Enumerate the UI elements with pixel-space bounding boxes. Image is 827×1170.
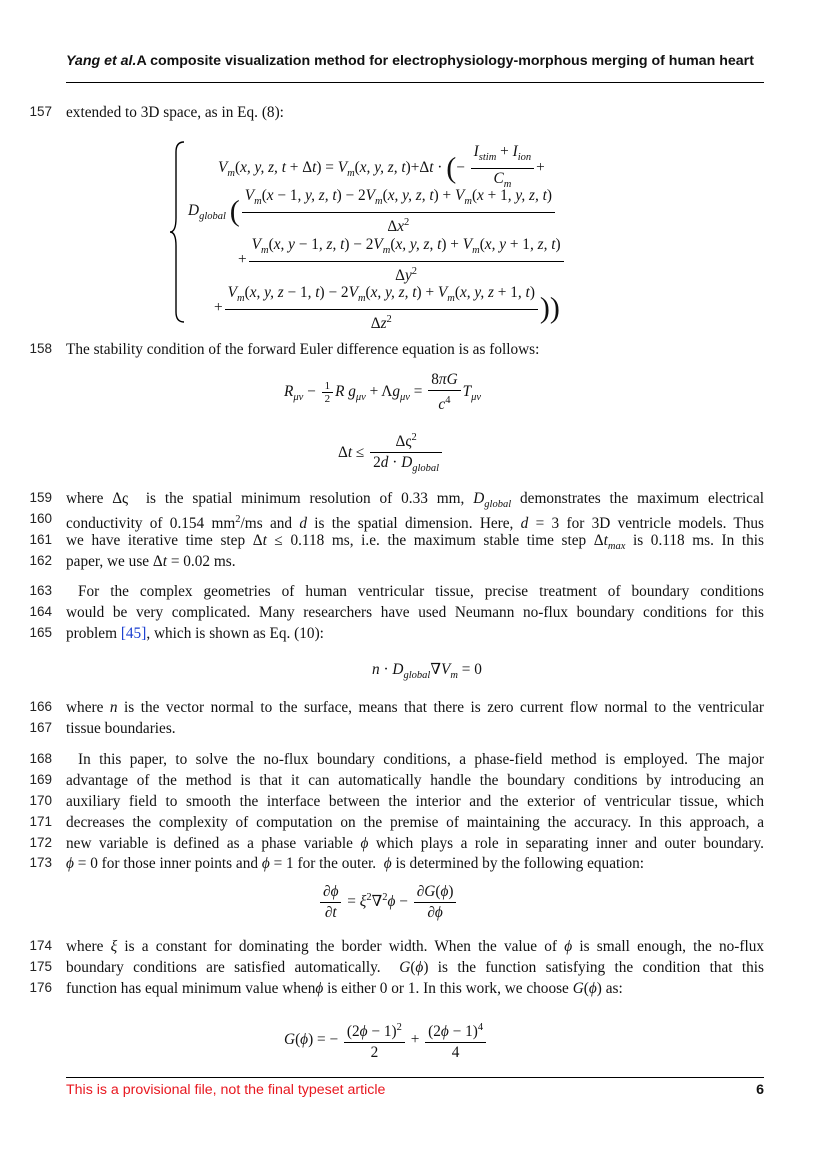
equation-boundary: $n \cdot D_{global}\nabla V_m = 0$ (372, 661, 482, 682)
equation-line-3: + $\frac{V_m(x, y - 1, z, t) - 2V_m(x, y, z, t) + V_m(x, y + 1, z, t)}{\Delta y^2}$ (238, 235, 566, 286)
line-number: 171 (29, 814, 52, 829)
line-number: 161 (29, 532, 52, 547)
line-number: 176 (29, 980, 52, 995)
line-number: 163 (29, 583, 52, 598)
line-number: 174 (29, 938, 52, 953)
header-authors: Yang et al. (66, 53, 137, 69)
text-line: paper, we use Δt = 0.02 ms. (66, 553, 236, 570)
equation-stability: Δt ≤ $\frac{\Delta\varsigma^2}{2d \cdot D_{global}}$ (338, 428, 444, 479)
text-line: we have iterative time step Δt ≤ 0.118 ms, i.e. the maximum stable time step $\Delta t_{max}$ is 0.118 ms. In this (66, 532, 765, 553)
text-line: auxiliary field to smooth the interface between the interior and the exterior of ventricular tissue, which (66, 793, 764, 810)
text-line: In this paper, to solve the no-flux boundary conditions, a phase-field method is employed. The major (78, 751, 764, 768)
line-number: 166 (29, 699, 52, 714)
text-line: boundary conditions are satisfied automatically. G(ϕ) is the function satisfying the condition that this (66, 959, 764, 976)
line-number: 173 (29, 855, 52, 870)
text-line: where ξ is a constant for dominating the border width. When the value of ϕ is small enough, the no-flux (66, 938, 765, 955)
line-number: 157 (29, 104, 52, 119)
provisional-note: This is a provisional file, not the final typeset article (66, 1082, 386, 1098)
line-number: 175 (29, 959, 52, 974)
line-number: 167 (29, 720, 52, 735)
citation-link[interactable]: [45] (120, 625, 147, 642)
text-line: For the complex geometries of human ventricular tissue, precise treatment of boundary conditions (78, 583, 764, 600)
header-title: A composite visualization method for electrophysiology-morphous merging of human heart (136, 53, 754, 69)
text-line: decreases the complexity of computation on the premise of maintaining the accuracy. In this approach, a (66, 814, 764, 831)
text-line: problem [45], which is shown as Eq. (10): (66, 625, 324, 642)
equation-line-4: + $\frac{V_m(x, y, z - 1, t) - 2V_m(x, y, z, t) + V_m(x, y, z + 1, t)}{\Delta z^2}$ )) (214, 284, 560, 333)
text-line: extended to 3D space, as in Eq. (8): (66, 104, 284, 121)
footer-rule (66, 1077, 764, 1078)
text-line: tissue boundaries. (66, 720, 176, 737)
text-line: where Δς is the spatial minimum resolution of 0.33 mm, $D_{global}$ demonstrates the maximum electrical (66, 490, 765, 511)
text-line: new variable is defined as a phase variable ϕ which plays a role in separating inner and outer boundary. (66, 835, 765, 852)
running-header (66, 53, 764, 69)
text-line: would be very complicated. Many researchers have used Neumann no-flux boundary conditions for this (66, 604, 764, 621)
left-brace-icon (168, 140, 186, 324)
header-rule (66, 82, 764, 83)
line-number: 159 (29, 490, 52, 505)
line-number: 165 (29, 625, 52, 640)
equation-line-1: $V_m(x$, y, z, $t + \Delta t) = V_m(x$, y, z, t)+Δt · (− $\frac{I_{stim} + I_{ion}}{C_m}$ + (218, 143, 545, 191)
equation-potential: G(ϕ) = − $\frac{(2\phi - 1)^2}{2}$ + $\frac{(2\phi - 1)^4}{4}$ (284, 1018, 488, 1063)
line-number: 169 (29, 772, 52, 787)
line-number: 170 (29, 793, 52, 808)
page-number: 6 (756, 1082, 764, 1098)
text-line: function has equal minimum value whenϕ is either 0 or 1. In this work, we choose G(ϕ) as: (66, 980, 623, 997)
text-line: ϕ = 0 for those inner points and ϕ = 1 for the outer. ϕ is determined by the following equation: (66, 855, 645, 872)
line-number: 160 (29, 511, 52, 526)
line-number: 162 (29, 553, 52, 568)
text-line: conductivity of 0.154 $mm^2/ms$ and d is the spatial dimension. Here, d = 3 for 3D ventricle models. Thus (66, 514, 765, 533)
line-number: 164 (29, 604, 52, 619)
line-number: 158 (29, 341, 52, 356)
equation-phase-field: $\frac{\partial\phi}{\partial t}$ = $\xi^2\nabla^2\phi$ − $\frac{\partial G(\phi)}{\partial\phi}$ (318, 882, 458, 923)
line-number: 168 (29, 751, 52, 766)
equation-line-2: $D_{global}$ ( $\frac{V_m(x - 1, y, z, t) - 2V_m(x, y, z, t) + V_m(x + 1, y, z, t)}{\Delta x^2}$ (188, 186, 557, 237)
text-line: The stability condition of the forward Euler difference equation is as follows: (66, 341, 540, 358)
text-line: where n is the vector normal to the surface, means that there is zero current flow normal to the ventricular (66, 699, 765, 716)
text-line: advantage of the method is that it can automatically handle the boundary conditions by introducing an (66, 772, 764, 789)
line-number: 172 (29, 835, 52, 850)
equation-field: $R_{\mu\nu}$ − $\frac{1}{2}$ R $g_{\mu\nu} + \Lambda g_{\mu\nu}$ = $\frac{8\pi G}{c^4}$ $T_{\mu\nu}$ (284, 371, 482, 414)
